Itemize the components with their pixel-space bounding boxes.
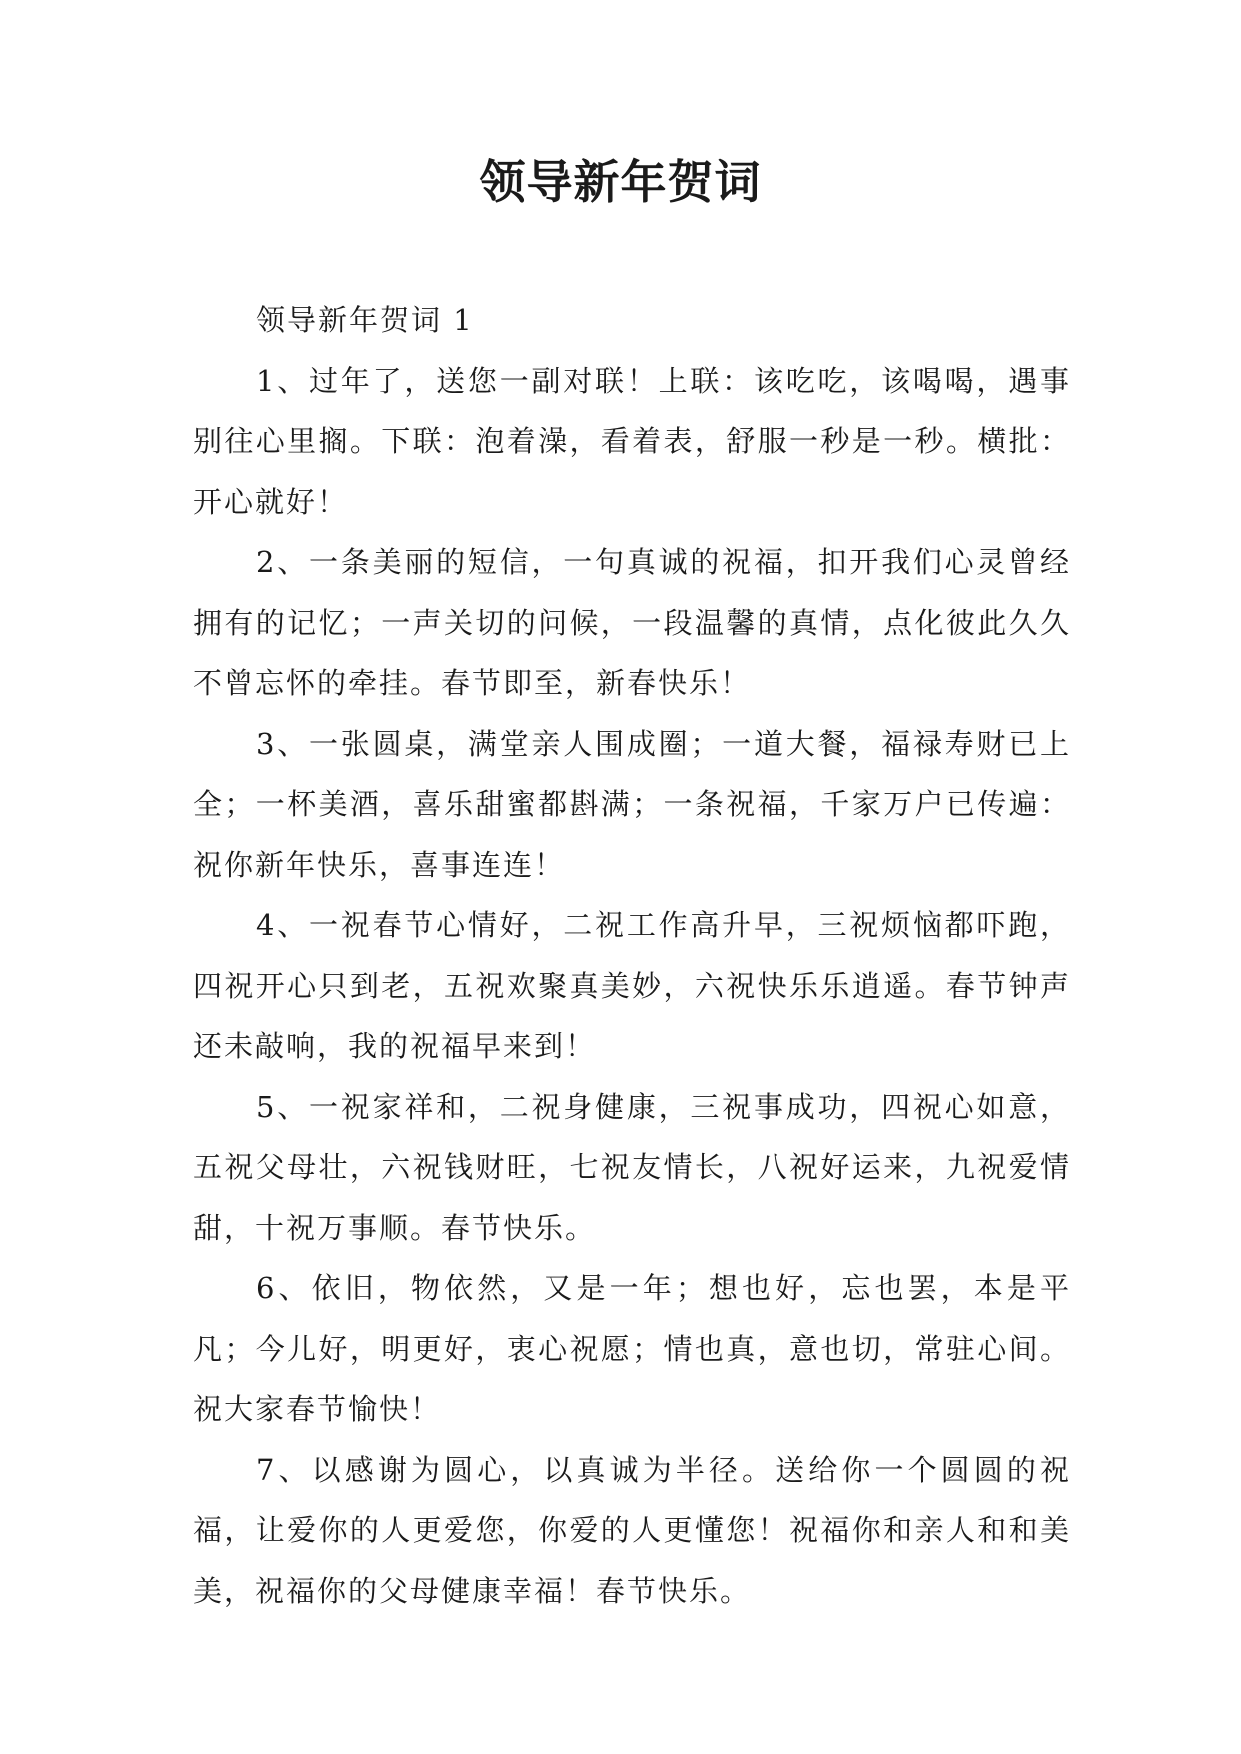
paragraph-7: 7、以感谢为圆心，以真诚为半径。送给你一个圆圆的祝福，让爱你的人更爱您，你爱的人更懂您！祝福你和亲人和和美美，祝福你的父母健康幸福！春节快乐。: [193, 1452, 1071, 1608]
paragraph-5: 5、一祝家祥和，二祝身健康，三祝事成功，四祝心如意，五祝父母壮，六祝钱财旺，七祝友情长，八祝好运来，九祝爱情甜，十祝万事顺。春节快乐。: [193, 1089, 1071, 1245]
document-title: 领导新年贺词: [479, 155, 762, 209]
document-body: [193, 290, 1071, 1621]
paragraph-2: 2、一条美丽的短信，一句真诚的祝福，扣开我们心灵曾经拥有的记忆；一声关切的问候，一段温馨的真情，点化彼此久久不曾忘怀的牵挂。春节即至，新春快乐！: [193, 545, 1071, 700]
paragraph-6: 6、依旧，物依然，又是一年；想也好，忘也罢，本是平凡；今儿好，明更好，衷心祝愿；情也真，意也切，常驻心间。祝大家春节愉快！: [193, 1271, 1071, 1426]
section-heading: 领导新年贺词 1: [256, 303, 474, 337]
paragraph-3: 3、一张圆桌，满堂亲人围成圈；一道大餐，福禄寿财已上全；一杯美酒，喜乐甜蜜都斟满；一条祝福，千家万户已传遍：祝你新年快乐，喜事连连！: [193, 726, 1071, 882]
paragraph-1: 1、过年了，送您一副对联！上联：该吃吃，该喝喝，遇事别往心里搁。下联：泡着澡，看着表，舒服一秒是一秒。横批：开心就好！: [193, 363, 1071, 519]
paragraph-4: 4、一祝春节心情好，二祝工作高升早，三祝烦恼都吓跑，四祝开心只到老，五祝欢聚真美妙，六祝快乐乐逍遥。春节钟声还未敲响，我的祝福早来到！: [193, 908, 1071, 1063]
